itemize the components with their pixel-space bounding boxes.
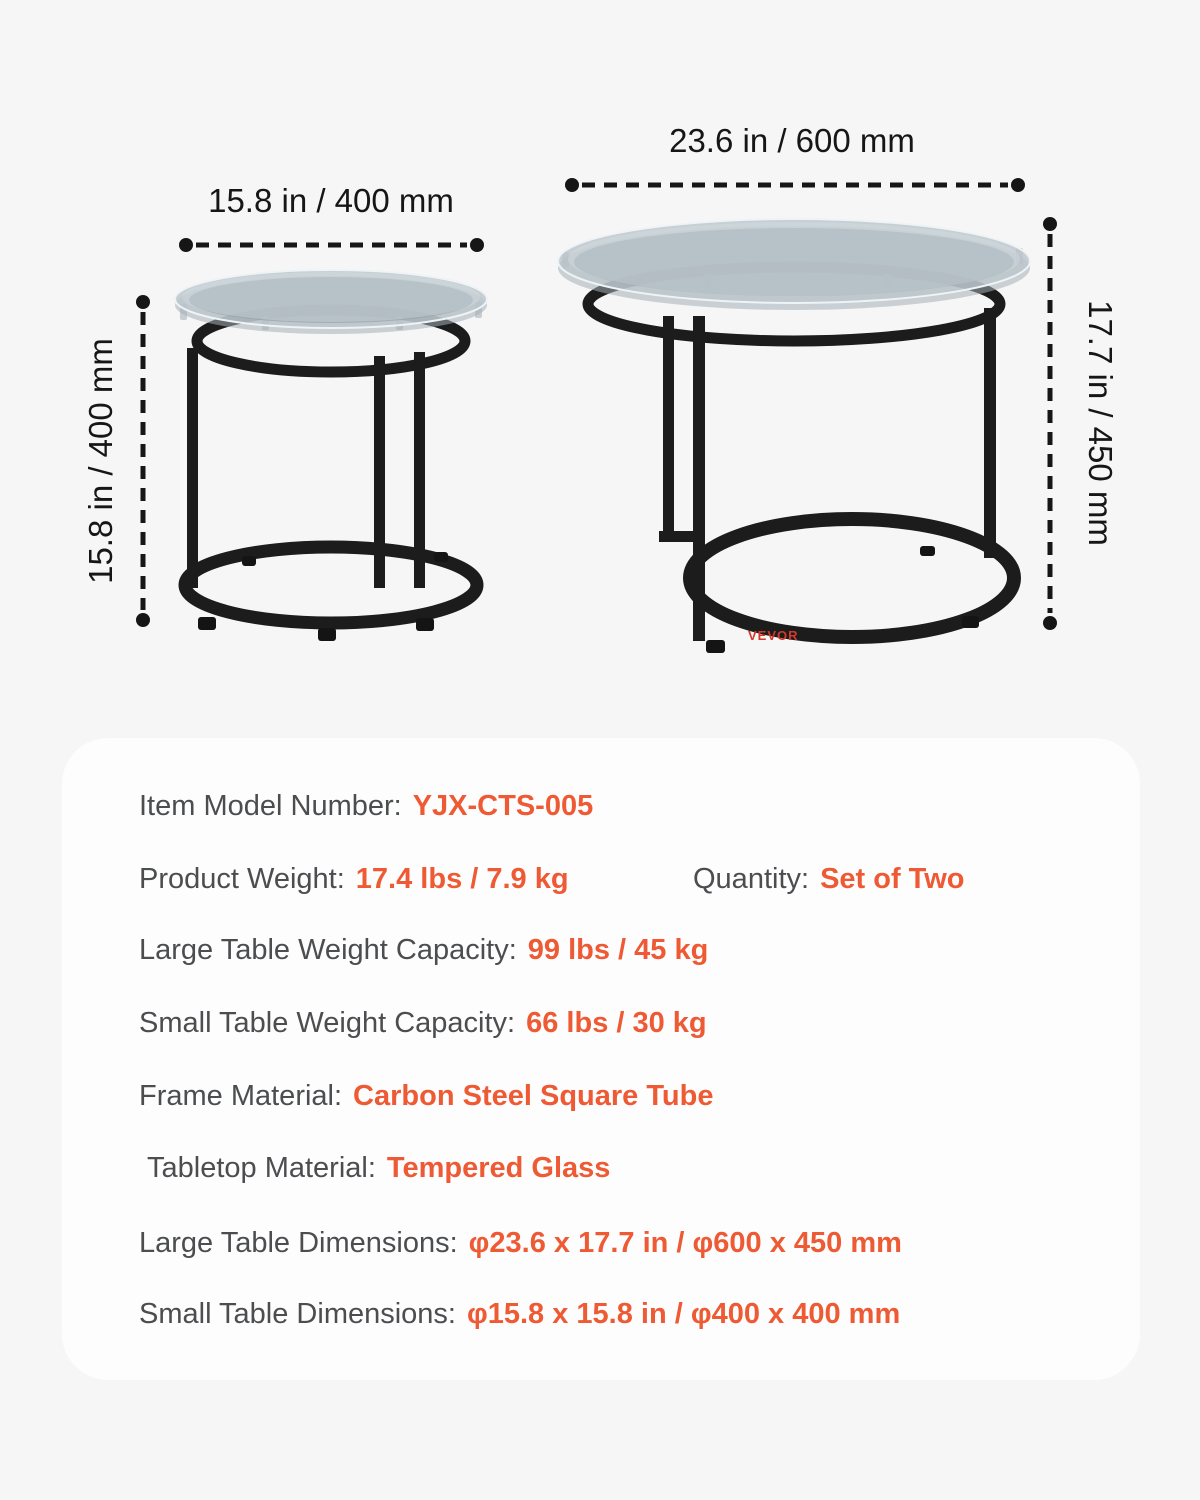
spec-label: Large Table Weight Capacity:	[139, 934, 517, 966]
spec-label: Small Table Dimensions:	[139, 1298, 456, 1330]
small-table-height-label: 15.8 in / 400 mm	[82, 338, 119, 584]
spec-label: Quantity:	[693, 863, 810, 895]
small-table-width-label: 15.8 in / 400 mm	[208, 182, 454, 219]
large-table-height-label: 17.7 in / 450 mm	[1082, 300, 1119, 546]
spec-label: Tabletop Material:	[147, 1152, 376, 1184]
spec-value: Set of Two	[820, 863, 965, 895]
small-table-height-dimension-line	[135, 294, 151, 628]
spec-row-frame-material	[139, 1076, 713, 1116]
spec-label: Large Table Dimensions:	[139, 1227, 458, 1259]
spec-row-small-capacity	[139, 1003, 707, 1043]
spec-value: YJX-CTS-005	[412, 790, 594, 822]
spec-value: 17.4 lbs / 7.9 kg	[355, 863, 569, 895]
large-table-width-label: 23.6 in / 600 mm	[669, 122, 915, 159]
spec-row-small-dimensions	[139, 1294, 900, 1334]
spec-value: φ23.6 x 17.7 in / φ600 x 450 mm	[468, 1227, 902, 1259]
spec-label: Frame Material:	[139, 1080, 343, 1112]
vevor-logo: VEVOR	[748, 628, 799, 643]
spec-label: Small Table Weight Capacity:	[139, 1007, 516, 1039]
spec-row-model-number	[139, 786, 593, 826]
spec-card	[62, 738, 1140, 1380]
spec-value: φ15.8 x 15.8 in / φ400 x 400 mm	[467, 1298, 901, 1330]
spec-value: 99 lbs / 45 kg	[527, 934, 709, 966]
spec-row-quantity	[693, 859, 965, 899]
spec-row-large-capacity	[139, 930, 708, 970]
spec-label: Product Weight:	[139, 863, 345, 895]
spec-value: Carbon Steel Square Tube	[353, 1080, 714, 1112]
small-table-width-dimension-line	[178, 237, 485, 253]
large-table-height-dimension-line	[1042, 216, 1058, 631]
spec-row-product-weight	[139, 859, 569, 899]
spec-value: 66 lbs / 30 kg	[526, 1007, 707, 1039]
spec-row-tabletop-material	[147, 1148, 610, 1188]
spec-row-large-dimensions	[139, 1223, 902, 1263]
large-table-image	[554, 216, 1036, 656]
small-table-image	[166, 268, 496, 648]
spec-label: Item Model Number:	[139, 790, 402, 822]
large-table-width-dimension-line	[564, 177, 1026, 193]
spec-value: Tempered Glass	[386, 1152, 611, 1184]
